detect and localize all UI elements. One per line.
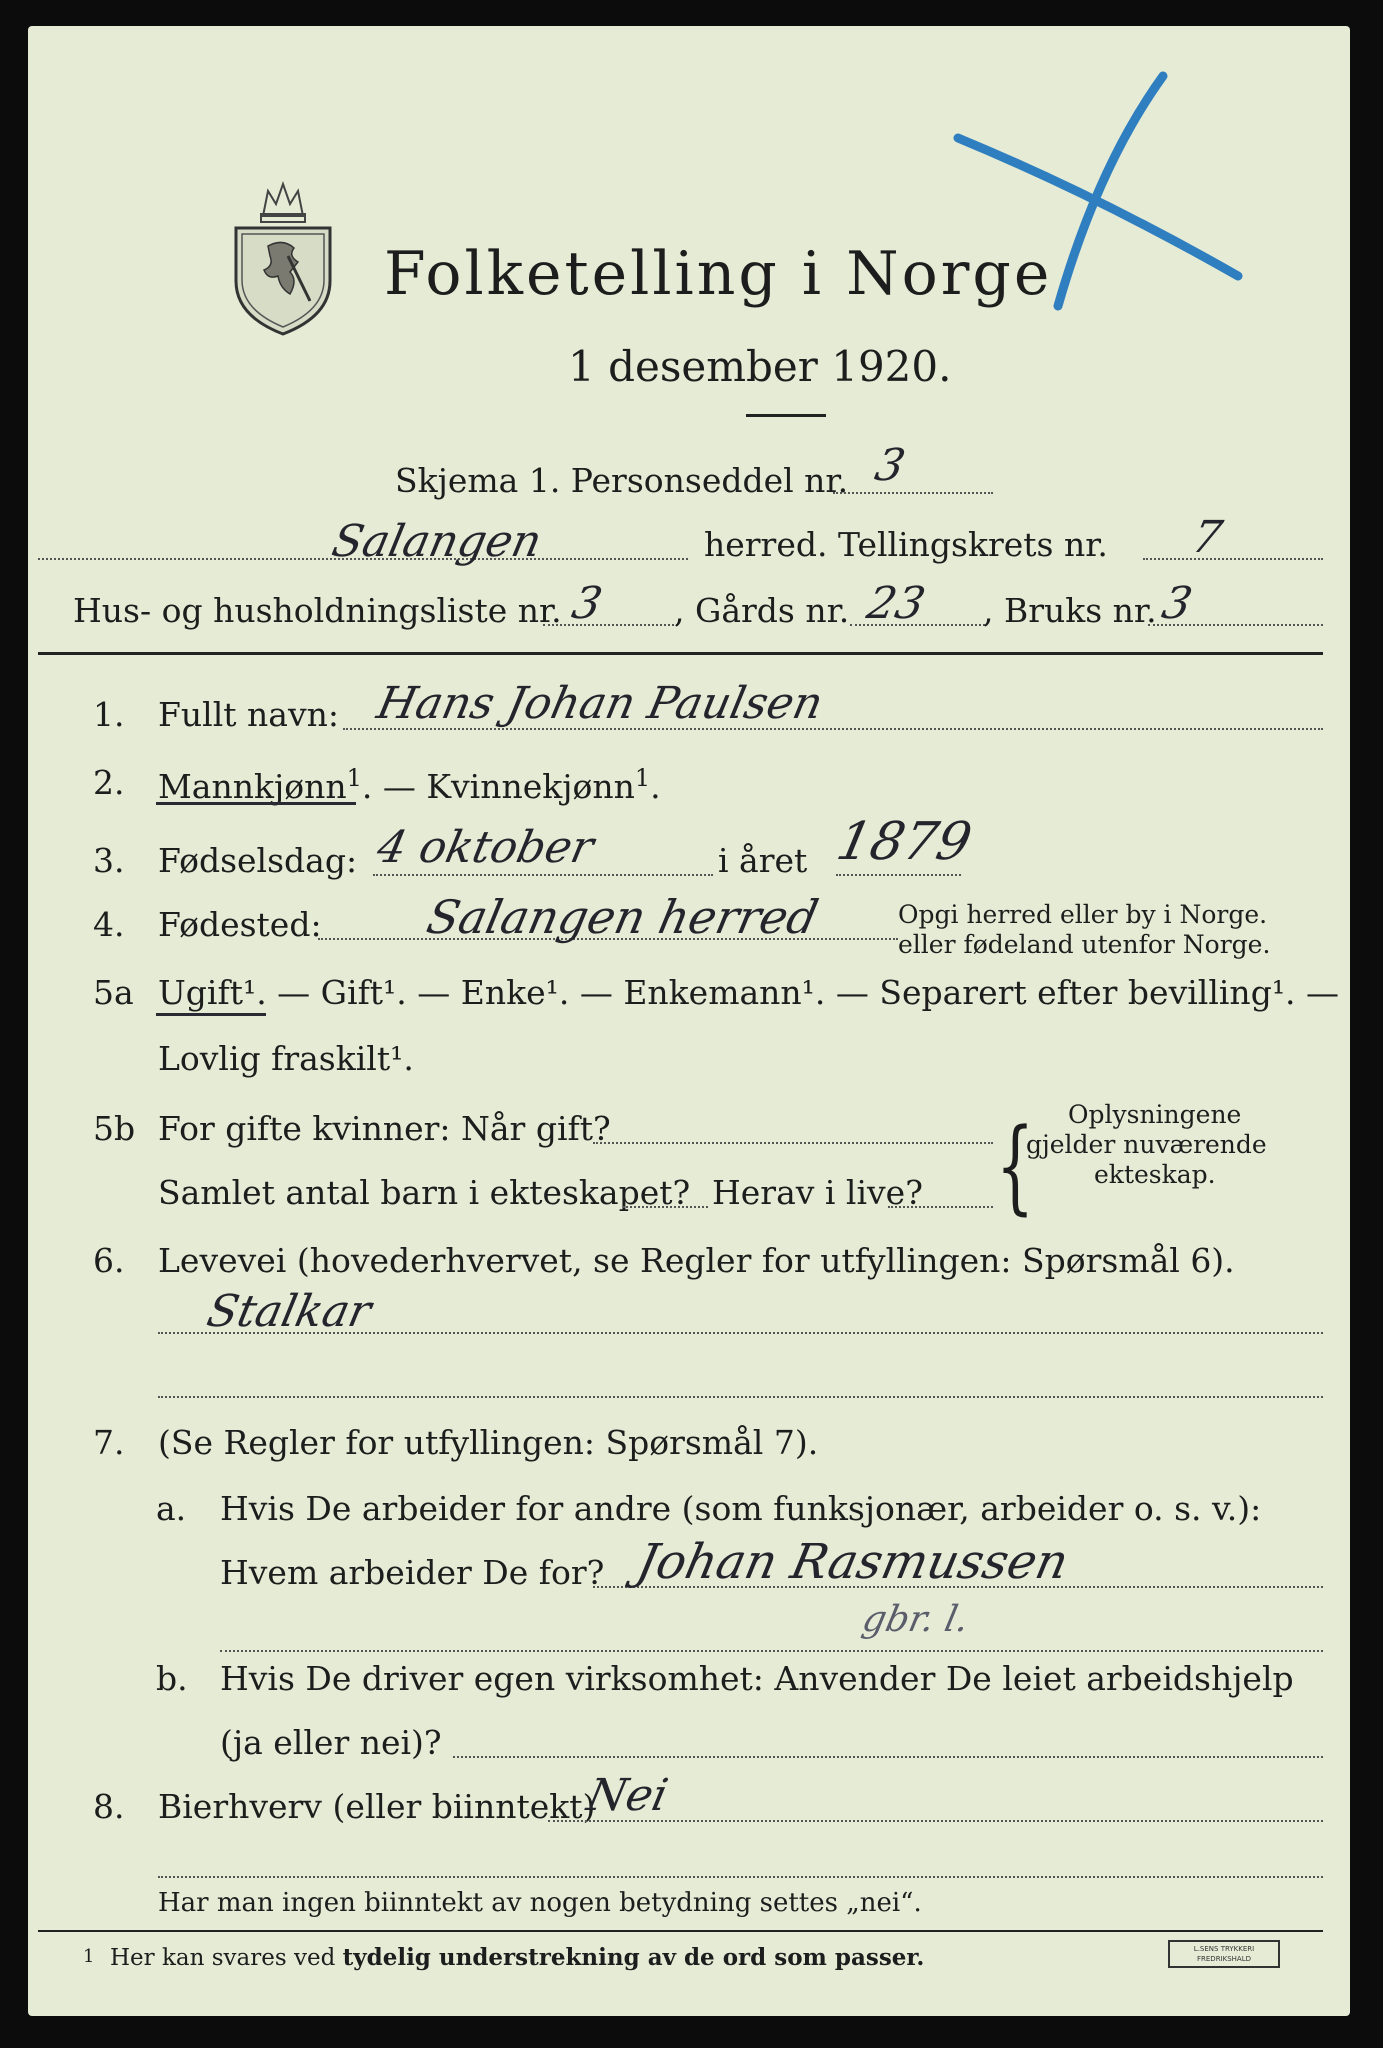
q4-number: 4. — [93, 905, 125, 944]
male-underline — [156, 802, 356, 805]
dotted-line — [158, 1332, 1323, 1334]
footnote-text — [110, 1946, 924, 1970]
personseddel-number: 3 — [870, 440, 910, 491]
end: . — [650, 767, 661, 806]
q5a-number: 5a — [93, 973, 134, 1012]
female-option: Kvinnekjønn — [426, 767, 635, 806]
year-label: i året — [718, 841, 808, 880]
male-option: Mannkjønn — [158, 767, 347, 806]
herred-value: Salangen — [327, 516, 547, 567]
census-date: 1 desember 1920. — [568, 342, 952, 391]
krets-number: 7 — [1187, 512, 1227, 563]
q7b-line-1: Hvis De driver egen virksomhet: Anvender De leiet arbeidshjelp — [220, 1659, 1294, 1698]
q7b-number: b. — [156, 1659, 188, 1698]
footnote-rule — [38, 1930, 1323, 1932]
form-title: Folketelling i Norge — [384, 239, 1053, 309]
census-form — [28, 26, 1350, 2016]
gards-number: 23 — [862, 578, 930, 629]
dotted-line — [373, 874, 713, 876]
dotted-line — [543, 624, 678, 626]
dotted-line — [836, 874, 961, 876]
q3-number: 3. — [93, 841, 125, 880]
q7-number: 7. — [93, 1423, 125, 1462]
footnote-text-a: Her kan svares ved — [110, 1945, 336, 1971]
q1-number: 1. — [93, 695, 125, 734]
coat-of-arms-icon — [228, 176, 338, 336]
printer-stamp: L.SENS TRYKKERI FREDRIKSHALD — [1168, 1940, 1280, 1968]
gards-label: , Gårds nr. — [674, 591, 850, 630]
brace: { — [996, 1107, 1035, 1227]
dotted-line — [158, 1396, 1323, 1398]
q3-label: Fødselsdag: — [158, 841, 358, 880]
occupation-value: Stalkar — [202, 1286, 376, 1337]
q6-number: 6. — [93, 1241, 125, 1280]
full-name-value: Hans Johan Paulsen — [372, 678, 828, 729]
dotted-line — [548, 1820, 1323, 1822]
marital-status-options: Ugift¹. — Gift¹. — Enke¹. — Enkemann¹. — Separert efter bevilling¹. — — [158, 973, 1340, 1012]
q7b-line-2: (ja eller nei)? — [220, 1723, 442, 1762]
q5b-note-2: gjelder nuværende — [1026, 1130, 1267, 1159]
dotted-line — [158, 1876, 1323, 1878]
employer-value: Johan Rasmussen — [632, 1534, 1074, 1590]
footnote-text-b: tydelig understrekning av de ord som passer. — [342, 1944, 925, 1971]
section-rule — [38, 652, 1323, 655]
side-income-value: Nei — [582, 1770, 673, 1821]
q7-label: (Se Regler for utfyllingen: Spørsmål 7). — [158, 1423, 819, 1462]
dotted-line — [220, 1650, 1323, 1652]
separator: . — — [361, 767, 427, 806]
dotted-line — [623, 1206, 708, 1208]
employer-note: gbr. l. — [858, 1599, 973, 1640]
dotted-line — [1143, 558, 1323, 560]
footnote-mark: 1 — [634, 764, 651, 792]
q7a-line-1: Hvis De arbeider for andre (som funksjonær, arbeider o. s. v.): — [220, 1489, 1262, 1528]
footnote-number: 1 — [83, 1946, 95, 1967]
dotted-line — [453, 1756, 1323, 1758]
q7a-line-2: Hvem arbeider De for? — [220, 1553, 605, 1592]
q7a-number: a. — [156, 1489, 187, 1528]
dotted-line — [888, 1206, 993, 1208]
q8-number: 8. — [93, 1787, 125, 1826]
herred-label: herred. — [704, 525, 828, 564]
alive-label: Herav i live? — [712, 1173, 923, 1212]
dotted-line — [593, 1142, 993, 1144]
q5b-number: 5b — [93, 1109, 136, 1148]
children-label: Samlet antal barn i ekteskapet? — [158, 1173, 691, 1212]
krets-label: Tellingskrets nr. — [838, 525, 1108, 564]
q5b-note-1: Oplysningene — [1068, 1100, 1242, 1129]
husliste-label: Hus- og husholdningsliste nr. — [73, 591, 562, 630]
marital-status-options-2: Lovlig fraskilt¹. — [158, 1039, 414, 1078]
q5b-note-3: ekteskap. — [1094, 1160, 1216, 1189]
skjema-label: Skjema 1. Personseddel nr. — [395, 461, 849, 500]
q8-note: Har man ingen biinntekt av nogen betydning settes „nei“. — [158, 1888, 922, 1918]
q4-label: Fødested: — [158, 905, 322, 944]
married-when-label: For gifte kvinner: Når gift? — [158, 1109, 611, 1148]
ugift-underline — [156, 1013, 266, 1016]
birth-day-value: 4 oktober — [372, 822, 599, 873]
dotted-line — [833, 492, 993, 494]
husliste-number: 3 — [567, 578, 607, 629]
birth-year-value: 1879 — [831, 812, 977, 872]
birthplace-value: Salangen herred — [422, 890, 823, 944]
q8-label: Bierhverv (eller biinntekt) — [158, 1787, 596, 1826]
bruks-label: , Bruks nr. — [983, 591, 1157, 630]
q1-label: Fullt navn: — [158, 695, 339, 734]
q2-number: 2. — [93, 763, 125, 802]
q6-label: Levevei (hovederhvervet, se Regler for utfyllingen: Spørsmål 6). — [158, 1241, 1235, 1280]
gender-options — [158, 764, 661, 806]
divider — [746, 414, 826, 417]
birthplace-note-2: eller fødeland utenfor Norge. — [898, 930, 1271, 959]
footnote-mark: 1 — [346, 764, 362, 792]
bruks-number: 3 — [1157, 578, 1197, 629]
birthplace-note-1: Opgi herred eller by i Norge. — [898, 900, 1268, 929]
